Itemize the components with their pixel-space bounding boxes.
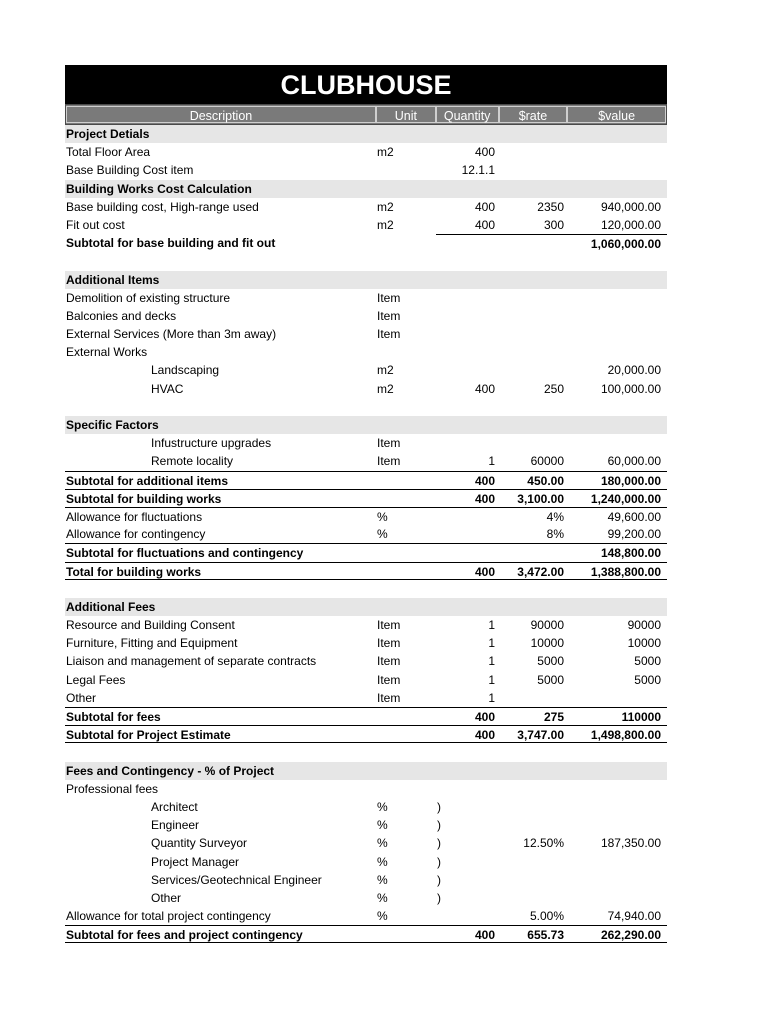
table-row bbox=[65, 525, 667, 543]
cell-unit[interactable]: Item bbox=[377, 290, 401, 305]
cell-quantity[interactable]: ) bbox=[437, 818, 441, 833]
table-row bbox=[65, 834, 667, 852]
table-row bbox=[65, 816, 667, 834]
cell-unit[interactable] bbox=[376, 726, 436, 742]
cell-rate[interactable] bbox=[499, 125, 568, 143]
table-row bbox=[65, 562, 667, 580]
cell-description[interactable]: Services/Geotechnical Engineer bbox=[151, 872, 322, 887]
cell-value[interactable]: 1,060,000.00 bbox=[568, 234, 667, 252]
cell-value[interactable] bbox=[568, 252, 667, 270]
cell-value[interactable]: 120,000.00 bbox=[600, 217, 661, 232]
cell-value[interactable] bbox=[568, 398, 667, 416]
cell-rate[interactable] bbox=[499, 180, 568, 198]
table-row bbox=[65, 780, 667, 798]
cell-unit[interactable]: % bbox=[377, 509, 388, 524]
cell-quantity[interactable] bbox=[436, 508, 499, 525]
cell-value[interactable] bbox=[568, 180, 667, 198]
cell-value[interactable] bbox=[568, 853, 667, 871]
cell-unit[interactable]: m2 bbox=[377, 363, 394, 378]
cell-rate[interactable]: 12.50% bbox=[523, 836, 564, 851]
cell-value[interactable] bbox=[568, 289, 667, 307]
table-row bbox=[65, 343, 667, 361]
table-row bbox=[65, 616, 667, 634]
table-row bbox=[65, 216, 667, 234]
cell-unit[interactable]: Item bbox=[377, 690, 401, 705]
cell-rate[interactable] bbox=[499, 871, 568, 889]
table-row bbox=[65, 871, 667, 889]
cell-description[interactable]: Legal Fees bbox=[66, 672, 126, 687]
cell-description[interactable]: Other bbox=[151, 890, 182, 905]
cell-value[interactable]: 10000 bbox=[627, 636, 661, 651]
table-row bbox=[65, 471, 667, 489]
cell-description[interactable]: HVAC bbox=[151, 381, 184, 396]
cell-rate[interactable]: 4% bbox=[546, 509, 564, 524]
cell-quantity[interactable]: 1 bbox=[488, 618, 495, 633]
cell-unit[interactable]: m2 bbox=[377, 381, 394, 396]
cell-description[interactable]: Project Manager bbox=[151, 854, 240, 869]
cell-unit[interactable]: Item bbox=[377, 636, 401, 651]
cell-unit[interactable]: m2 bbox=[377, 145, 394, 160]
cell-description[interactable]: Subtotal for base building and fit out bbox=[66, 236, 276, 251]
cell-description[interactable]: Base Building Cost item bbox=[66, 163, 194, 178]
cell-quantity[interactable] bbox=[436, 416, 499, 434]
cell-value[interactable]: 49,600.00 bbox=[607, 509, 661, 524]
cell-rate[interactable] bbox=[499, 816, 568, 834]
cell-unit[interactable]: % bbox=[377, 854, 388, 869]
cell-description[interactable]: Subtotal for fees bbox=[66, 710, 161, 724]
table-row bbox=[65, 252, 667, 270]
cell-description[interactable]: Resource and Building Consent bbox=[66, 618, 235, 633]
cell-value[interactable]: 5000 bbox=[634, 672, 661, 687]
cell-unit[interactable] bbox=[376, 926, 436, 942]
cell-rate[interactable] bbox=[499, 544, 568, 561]
header-description[interactable]: Description bbox=[66, 106, 376, 123]
cell-rate[interactable] bbox=[499, 580, 568, 598]
cell-unit[interactable] bbox=[376, 490, 436, 507]
table-row bbox=[65, 325, 667, 343]
cell-quantity[interactable] bbox=[436, 252, 499, 270]
cell-value[interactable]: 180,000.00 bbox=[600, 473, 661, 488]
cell-quantity[interactable] bbox=[436, 762, 499, 780]
cell-description[interactable]: Total for building works bbox=[66, 564, 202, 579]
cell-description[interactable] bbox=[65, 398, 376, 416]
cell-unit[interactable]: m2 bbox=[377, 217, 394, 232]
table-row bbox=[65, 143, 667, 161]
cell-rate[interactable] bbox=[499, 762, 568, 780]
cell-unit[interactable] bbox=[376, 125, 436, 143]
cell-unit[interactable] bbox=[376, 416, 436, 434]
cell-rate[interactable]: 655.73 bbox=[527, 928, 564, 943]
cell-value[interactable] bbox=[568, 871, 667, 889]
cost-table-body bbox=[65, 125, 667, 943]
cell-unit[interactable]: Item bbox=[377, 436, 401, 451]
cell-quantity[interactable] bbox=[436, 234, 499, 252]
cell-description[interactable]: Furniture, Fitting and Equipment bbox=[66, 636, 238, 651]
cell-quantity[interactable] bbox=[436, 525, 499, 543]
cell-value[interactable]: 148,800.00 bbox=[600, 546, 661, 561]
cell-value[interactable]: 74,940.00 bbox=[607, 909, 661, 924]
cell-unit[interactable] bbox=[376, 234, 436, 252]
cell-description[interactable]: Demolition of existing structure bbox=[66, 290, 231, 305]
cell-quantity[interactable]: 400 bbox=[474, 491, 495, 506]
cell-description[interactable]: Allowance for fluctuations bbox=[66, 509, 203, 524]
table-row bbox=[65, 798, 667, 816]
cell-unit[interactable] bbox=[376, 180, 436, 198]
cell-rate[interactable]: 2350 bbox=[537, 199, 564, 214]
cell-unit[interactable]: Item bbox=[377, 618, 401, 633]
cell-quantity[interactable] bbox=[436, 780, 499, 798]
table-row bbox=[65, 489, 667, 507]
cell-unit[interactable]: Item bbox=[377, 672, 401, 687]
header-quantity[interactable]: Quantity bbox=[436, 106, 499, 123]
table-row bbox=[65, 361, 667, 379]
cell-description[interactable]: Remote locality bbox=[151, 454, 234, 469]
cell-quantity[interactable] bbox=[436, 398, 499, 416]
cell-quantity[interactable]: 12.1.1 bbox=[461, 163, 495, 178]
cell-unit[interactable] bbox=[376, 598, 436, 616]
cell-unit[interactable] bbox=[376, 252, 436, 270]
cell-value[interactable] bbox=[568, 580, 667, 598]
cell-rate[interactable]: 8% bbox=[546, 527, 564, 542]
table-row bbox=[65, 689, 667, 707]
cost-estimate-sheet bbox=[65, 65, 667, 943]
cell-quantity[interactable]: 400 bbox=[474, 473, 495, 488]
cell-description[interactable]: Balconies and decks bbox=[66, 308, 177, 323]
cell-rate[interactable] bbox=[499, 853, 568, 871]
cell-description[interactable]: Fees and Contingency - % of Project bbox=[66, 763, 275, 778]
cell-unit[interactable]: Item bbox=[377, 327, 401, 342]
cell-quantity[interactable]: 400 bbox=[474, 145, 495, 160]
table-row bbox=[65, 907, 667, 925]
cell-value[interactable]: 100,000.00 bbox=[600, 381, 661, 396]
cell-value[interactable] bbox=[568, 161, 667, 179]
cell-unit[interactable]: % bbox=[377, 909, 388, 924]
cell-rate[interactable] bbox=[499, 798, 568, 816]
table-row bbox=[65, 889, 667, 907]
cell-description[interactable]: Infustructure upgrades bbox=[151, 436, 272, 451]
cell-unit[interactable] bbox=[376, 563, 436, 579]
cell-rate[interactable]: 5.00% bbox=[529, 909, 564, 924]
cell-description[interactable]: Total Floor Area bbox=[66, 145, 151, 160]
cell-value[interactable] bbox=[568, 689, 667, 707]
cell-value[interactable]: 110000 bbox=[621, 710, 661, 724]
cell-rate[interactable] bbox=[499, 307, 568, 325]
cell-description[interactable]: Landscaping bbox=[151, 363, 220, 378]
cell-unit[interactable] bbox=[376, 544, 436, 561]
cell-description[interactable]: Additional Fees bbox=[66, 599, 156, 614]
cell-quantity[interactable]: 400 bbox=[474, 217, 495, 232]
cell-value[interactable] bbox=[568, 125, 667, 143]
table-row bbox=[65, 507, 667, 525]
cell-quantity[interactable]: 1 bbox=[488, 654, 495, 669]
cell-unit[interactable]: Item bbox=[377, 654, 401, 669]
cell-unit[interactable] bbox=[376, 762, 436, 780]
cell-description[interactable]: Allowance for total project contingency bbox=[66, 909, 271, 924]
cell-unit[interactable]: % bbox=[377, 836, 388, 851]
cell-value[interactable]: 1,240,000.00 bbox=[590, 491, 661, 506]
cell-quantity[interactable]: 1 bbox=[488, 690, 495, 705]
cell-unit[interactable]: Item bbox=[377, 308, 401, 323]
cell-value[interactable]: 20,000.00 bbox=[607, 363, 661, 378]
table-row bbox=[65, 125, 667, 143]
cell-quantity[interactable] bbox=[436, 289, 499, 307]
cell-quantity[interactable] bbox=[436, 307, 499, 325]
cell-quantity[interactable] bbox=[436, 271, 499, 289]
cell-unit[interactable]: % bbox=[377, 872, 388, 887]
cell-unit[interactable] bbox=[376, 343, 436, 361]
cell-value[interactable] bbox=[568, 143, 667, 161]
table-row bbox=[65, 307, 667, 325]
cell-rate[interactable]: 5000 bbox=[537, 654, 564, 669]
cell-quantity[interactable] bbox=[436, 125, 499, 143]
cell-quantity[interactable]: 1 bbox=[488, 636, 495, 651]
table-row bbox=[65, 198, 667, 216]
cell-unit[interactable]: % bbox=[377, 890, 388, 905]
table-row bbox=[65, 234, 667, 252]
cell-value[interactable] bbox=[568, 743, 667, 761]
table-row bbox=[65, 853, 667, 871]
cell-unit[interactable]: % bbox=[377, 818, 388, 833]
cell-description[interactable] bbox=[65, 252, 376, 270]
cell-rate[interactable]: 90000 bbox=[530, 618, 564, 633]
cell-rate[interactable]: 60000 bbox=[530, 454, 564, 469]
table-row bbox=[65, 380, 667, 398]
cell-rate[interactable] bbox=[499, 743, 568, 761]
cell-description[interactable]: Additional Items bbox=[66, 272, 160, 287]
cell-description[interactable]: Liaison and management of separate contracts bbox=[66, 654, 317, 669]
cell-description[interactable]: Subtotal for fluctuations and contingency bbox=[66, 546, 304, 561]
cell-quantity[interactable] bbox=[436, 434, 499, 452]
table-row bbox=[65, 652, 667, 670]
cell-description[interactable] bbox=[65, 580, 376, 598]
cell-quantity[interactable]: ) bbox=[437, 854, 441, 869]
cell-value[interactable] bbox=[568, 325, 667, 343]
cell-rate[interactable] bbox=[499, 780, 568, 798]
cell-quantity[interactable] bbox=[436, 343, 499, 361]
cell-value[interactable]: 1,388,800.00 bbox=[590, 564, 661, 579]
cell-description[interactable]: Subtotal for fees and project contingency bbox=[66, 928, 303, 943]
header-rate[interactable]: $rate bbox=[499, 106, 568, 123]
cell-rate[interactable] bbox=[499, 598, 568, 616]
cell-value[interactable] bbox=[568, 434, 667, 452]
cell-description[interactable]: Engineer bbox=[151, 818, 200, 833]
cell-rate[interactable]: 10000 bbox=[530, 636, 564, 651]
cell-rate[interactable]: 275 bbox=[543, 710, 564, 724]
cell-quantity[interactable]: ) bbox=[437, 872, 441, 887]
cell-unit[interactable] bbox=[376, 398, 436, 416]
cell-rate[interactable] bbox=[499, 271, 568, 289]
cell-description[interactable]: External Services (More than 3m away) bbox=[66, 327, 277, 342]
table-row bbox=[65, 925, 667, 943]
cell-rate[interactable]: 3,472.00 bbox=[517, 564, 564, 579]
cell-rate[interactable]: 5000 bbox=[537, 672, 564, 687]
cell-quantity[interactable] bbox=[436, 743, 499, 761]
cell-value[interactable]: 187,350.00 bbox=[600, 836, 661, 851]
table-row bbox=[65, 707, 667, 725]
cell-quantity[interactable]: ) bbox=[437, 890, 441, 905]
table-row bbox=[65, 180, 667, 198]
cell-value[interactable] bbox=[568, 762, 667, 780]
cell-unit[interactable] bbox=[376, 580, 436, 598]
cell-quantity[interactable]: 400 bbox=[474, 564, 495, 579]
cell-description[interactable]: Professional fees bbox=[66, 781, 159, 796]
cell-value[interactable]: 90000 bbox=[627, 618, 661, 633]
cell-rate[interactable] bbox=[499, 361, 568, 379]
cell-value[interactable]: 940,000.00 bbox=[600, 199, 661, 214]
cell-quantity[interactable] bbox=[436, 544, 499, 561]
table-row bbox=[65, 743, 667, 761]
cell-rate[interactable] bbox=[499, 143, 568, 161]
cell-value[interactable]: 60,000.00 bbox=[607, 454, 661, 469]
cell-quantity[interactable]: 1 bbox=[488, 454, 495, 469]
cell-value[interactable] bbox=[568, 271, 667, 289]
cell-rate[interactable] bbox=[499, 343, 568, 361]
cell-quantity[interactable]: 400 bbox=[474, 928, 495, 943]
cell-unit[interactable]: Item bbox=[377, 454, 401, 469]
cell-rate[interactable]: 450.00 bbox=[527, 473, 564, 488]
cell-unit[interactable] bbox=[376, 780, 436, 798]
cell-rate[interactable] bbox=[499, 325, 568, 343]
cell-description[interactable]: Building Works Cost Calculation bbox=[66, 181, 252, 196]
cell-rate[interactable] bbox=[499, 434, 568, 452]
table-row bbox=[65, 762, 667, 780]
cell-unit[interactable] bbox=[376, 271, 436, 289]
cell-quantity[interactable]: 400 bbox=[474, 199, 495, 214]
cell-quantity[interactable]: 1 bbox=[488, 672, 495, 687]
table-row bbox=[65, 598, 667, 616]
cell-value[interactable]: 1,498,800.00 bbox=[590, 728, 661, 743]
cell-description[interactable]: Architect bbox=[151, 799, 198, 814]
cell-rate[interactable] bbox=[499, 889, 568, 907]
header-unit[interactable]: Unit bbox=[376, 106, 436, 123]
cell-description[interactable]: Allowance for contingency bbox=[66, 527, 206, 542]
table-row bbox=[65, 580, 667, 598]
cell-unit[interactable] bbox=[376, 743, 436, 761]
cell-rate[interactable] bbox=[499, 689, 568, 707]
cell-quantity[interactable] bbox=[436, 180, 499, 198]
cell-rate[interactable] bbox=[499, 416, 568, 434]
cell-rate[interactable]: 3,747.00 bbox=[517, 728, 564, 743]
cell-description[interactable]: Subtotal for additional items bbox=[66, 473, 229, 488]
cell-quantity[interactable]: ) bbox=[437, 836, 441, 851]
cell-quantity[interactable] bbox=[436, 907, 499, 925]
column-header-row bbox=[65, 104, 667, 125]
cell-quantity[interactable] bbox=[436, 580, 499, 598]
cell-description[interactable]: Project Detials bbox=[66, 127, 150, 141]
cell-value[interactable] bbox=[568, 416, 667, 434]
cell-description[interactable]: Quantity Surveyor bbox=[151, 836, 248, 851]
table-row bbox=[65, 416, 667, 434]
cell-value[interactable] bbox=[568, 780, 667, 798]
cell-rate[interactable] bbox=[499, 289, 568, 307]
cell-description[interactable]: Subtotal for Project Estimate bbox=[66, 728, 231, 743]
table-row bbox=[65, 671, 667, 689]
cell-description[interactable]: Fit out cost bbox=[66, 217, 125, 232]
table-row bbox=[65, 452, 667, 470]
cell-quantity[interactable]: ) bbox=[437, 799, 441, 814]
cell-rate[interactable] bbox=[499, 161, 568, 179]
cell-unit[interactable] bbox=[376, 161, 436, 179]
cell-description[interactable]: External Works bbox=[66, 345, 148, 360]
cell-quantity[interactable]: 400 bbox=[474, 381, 495, 396]
cell-rate[interactable]: 3,100.00 bbox=[517, 491, 564, 506]
table-row bbox=[65, 271, 667, 289]
cell-rate[interactable]: 300 bbox=[543, 217, 564, 232]
cell-unit[interactable]: % bbox=[377, 527, 388, 542]
cell-quantity[interactable] bbox=[436, 598, 499, 616]
cell-quantity[interactable] bbox=[436, 361, 499, 379]
table-row bbox=[65, 289, 667, 307]
table-row bbox=[65, 398, 667, 416]
table-row bbox=[65, 634, 667, 652]
cell-description[interactable]: Subtotal for building works bbox=[66, 491, 222, 506]
header-value[interactable]: $value bbox=[567, 106, 666, 123]
table-row bbox=[65, 161, 667, 179]
cell-quantity[interactable]: 400 bbox=[474, 728, 495, 743]
cell-description[interactable]: Other bbox=[66, 690, 97, 705]
cell-value[interactable]: 262,290.00 bbox=[600, 928, 661, 943]
cell-unit[interactable] bbox=[376, 472, 436, 489]
cell-value[interactable] bbox=[568, 816, 667, 834]
cell-description[interactable]: Base building cost, High-range used bbox=[66, 199, 259, 214]
cell-value[interactable] bbox=[568, 598, 667, 616]
cell-rate[interactable] bbox=[499, 398, 568, 416]
cell-value[interactable]: 5000 bbox=[634, 654, 661, 669]
cell-value[interactable] bbox=[568, 343, 667, 361]
table-row bbox=[65, 725, 667, 743]
cell-quantity[interactable] bbox=[436, 325, 499, 343]
cell-quantity[interactable]: 400 bbox=[474, 710, 495, 724]
table-row bbox=[65, 434, 667, 452]
cell-unit[interactable]: % bbox=[377, 799, 388, 814]
cell-value[interactable] bbox=[568, 798, 667, 816]
cell-rate[interactable] bbox=[499, 234, 568, 252]
cell-description[interactable]: Specific Factors bbox=[66, 418, 159, 432]
cell-rate[interactable] bbox=[499, 252, 568, 270]
table-row bbox=[65, 543, 667, 561]
cell-unit[interactable] bbox=[376, 708, 436, 725]
cell-description[interactable] bbox=[65, 743, 376, 761]
cell-unit[interactable]: m2 bbox=[377, 199, 394, 214]
cell-rate[interactable]: 250 bbox=[543, 381, 564, 396]
sheet-title: CLUBHOUSE bbox=[65, 65, 667, 104]
cell-value[interactable]: 99,200.00 bbox=[607, 527, 661, 542]
cell-value[interactable] bbox=[568, 889, 667, 907]
cell-value[interactable] bbox=[568, 307, 667, 325]
